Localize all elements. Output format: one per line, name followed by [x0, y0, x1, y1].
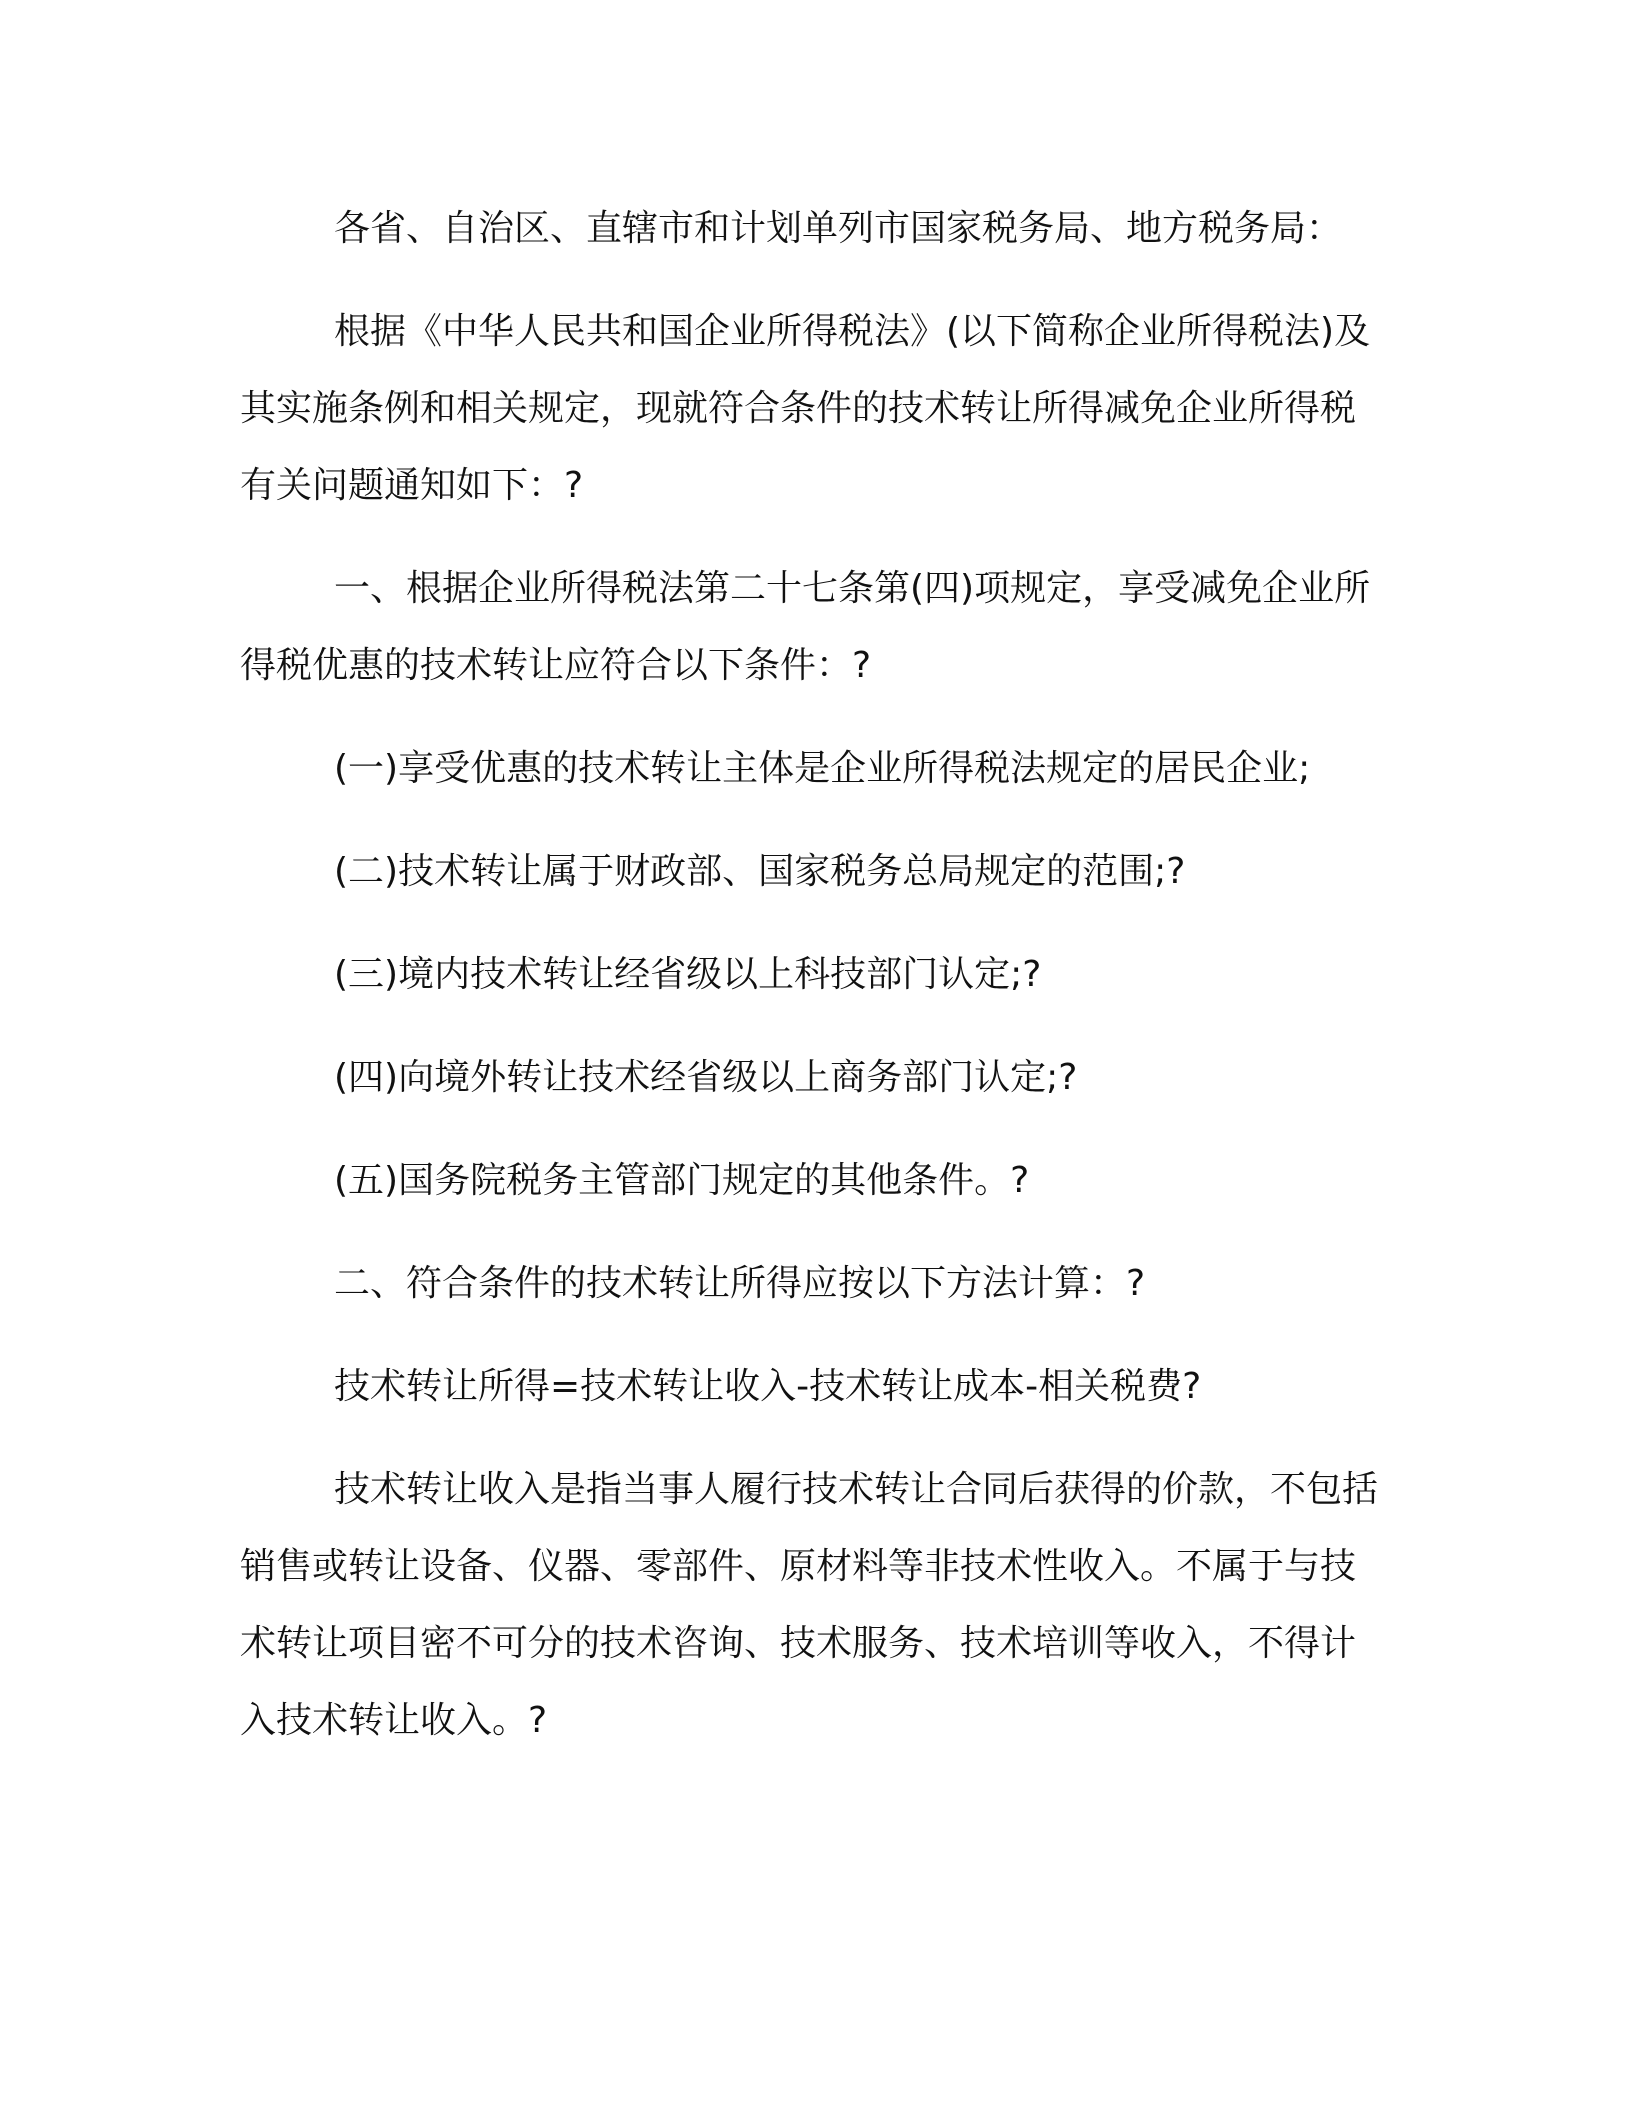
condition-item-2: (二)技术转让属于财政部、国家税务总局规定的范围;?: [334, 851, 1186, 892]
section-two-heading: 二、符合条件的技术转让所得应按以下方法计算：?: [334, 1263, 1146, 1304]
document-body: [240, 190, 1382, 1785]
intro-paragraph: 根据《中华人民共和国企业所得税法》(以下简称企业所得税法)及其实施条例和相关规定，现就符合条件的技术转让所得减免企业所得税有关问题通知如下：?: [240, 311, 1371, 506]
section-one-heading: 一、根据企业所得税法第二十七条第(四)项规定，享受减免企业所得税优惠的技术转让应符合以下条件：?: [240, 568, 1371, 686]
condition-item-4: (四)向境外转让技术经省级以上商务部门认定;?: [334, 1057, 1078, 1098]
income-definition-paragraph: 技术转让收入是指当事人履行技术转让合同后获得的价款，不包括销售或转让设备、仪器、零部件、原材料等非技术性收入。不属于与技术转让项目密不可分的技术咨询、技术服务、技术培训等收入，不得计入技术转让收入。?: [240, 1469, 1379, 1741]
formula-line: 技术转让所得=技术转让收入-技术转让成本-相关税费?: [334, 1366, 1202, 1407]
condition-item-1: (一)享受优惠的技术转让主体是企业所得税法规定的居民企业;: [334, 748, 1311, 789]
condition-item-3: (三)境内技术转让经省级以上科技部门认定;?: [334, 954, 1042, 995]
condition-item-5: (五)国务院税务主管部门规定的其他条件。?: [334, 1160, 1030, 1201]
salutation: 各省、自治区、直辖市和计划单列市国家税务局、地方税务局：: [334, 208, 1343, 249]
